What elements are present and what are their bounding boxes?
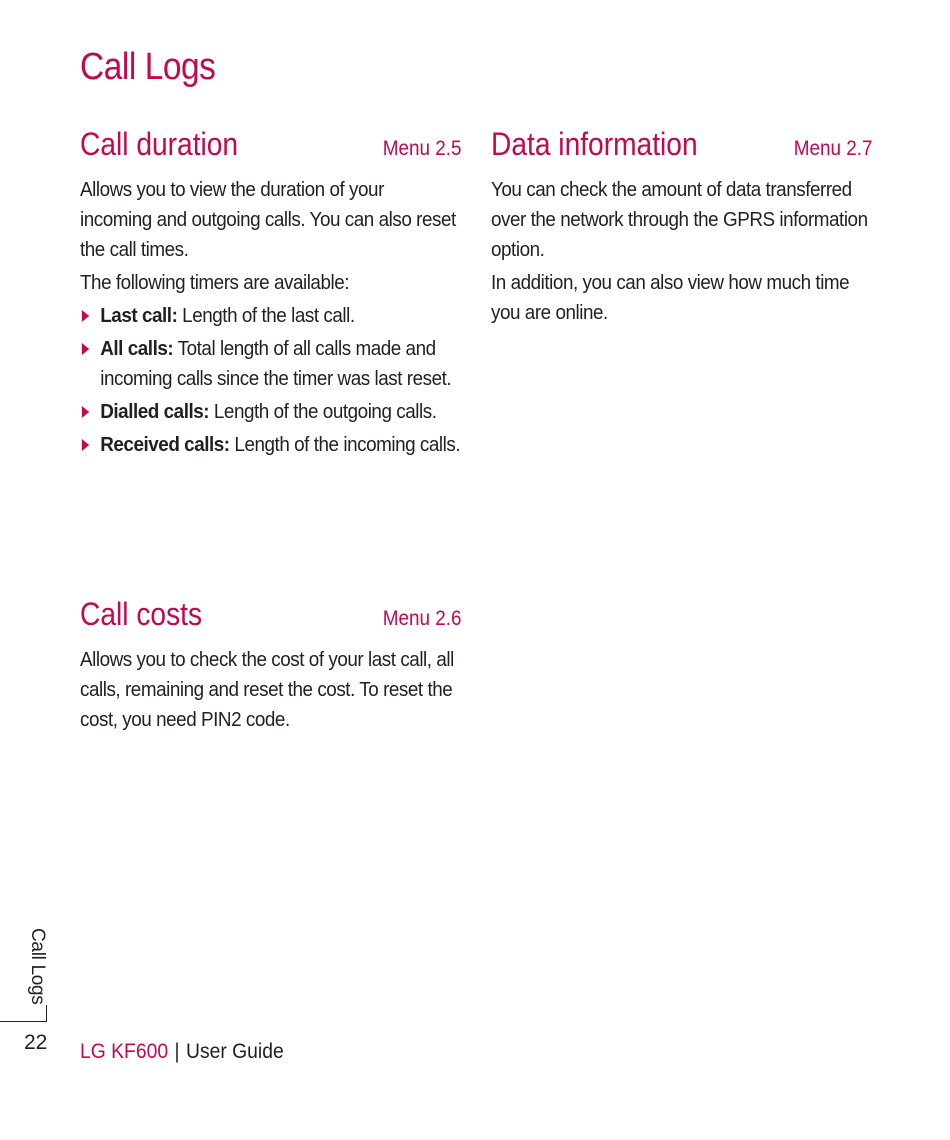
paragraph: The following timers are available:: [80, 270, 350, 294]
list-item: [80, 397, 464, 427]
divider: [46, 1005, 47, 1022]
side-tab-label: Call Logs: [27, 928, 48, 1005]
paragraph: You can check the amount of data transferred over the network through the GPRS information option.: [491, 177, 868, 261]
section-header: [80, 596, 462, 633]
footer-guide: User Guide: [185, 1040, 284, 1063]
page-number: 22: [24, 1031, 48, 1054]
footer: [80, 1040, 284, 1064]
menu-reference: Menu 2.7: [794, 137, 873, 160]
section-title: Call costs: [80, 596, 203, 632]
bullet-term: All calls:: [100, 336, 174, 360]
section-header: [80, 126, 462, 163]
paragraph: Allows you to view the duration of your incoming and outgoing calls. You can also reset the call times.: [80, 177, 456, 261]
list-item: [80, 430, 464, 460]
bullet-term: Last call:: [100, 303, 178, 327]
menu-reference: Menu 2.5: [383, 137, 462, 160]
bullet-text: Length of the last call.: [177, 303, 355, 327]
paragraph: In addition, you can also view how much time you are online.: [491, 270, 850, 324]
bullet-text: Length of the incoming calls.: [229, 432, 461, 456]
footer-model: LG KF600: [80, 1040, 169, 1063]
section-title: Data information: [491, 126, 698, 162]
right-triangle-bullet-icon: [82, 406, 89, 418]
page-title: Call Logs: [80, 46, 216, 88]
list-item: [80, 301, 464, 331]
bullet-text: Length of the outgoing calls.: [209, 399, 437, 423]
footer-separator: |: [174, 1040, 180, 1063]
menu-reference: Menu 2.6: [383, 607, 462, 630]
section-header: [491, 126, 873, 163]
right-triangle-bullet-icon: [82, 439, 89, 451]
section-call-duration: [80, 126, 462, 463]
section-title: Call duration: [80, 126, 239, 162]
paragraph: Allows you to check the cost of your last call, all calls, remaining and reset the cost. To reset the cost, you need PIN2 code.: [80, 647, 454, 731]
bullet-term: Dialled calls:: [100, 399, 210, 423]
section-call-costs: [80, 596, 462, 738]
timer-list: [80, 301, 462, 460]
bullet-term: Received calls:: [100, 432, 230, 456]
list-item: [80, 334, 464, 394]
right-triangle-bullet-icon: [82, 343, 89, 355]
section-data-information: [491, 126, 873, 331]
bullet-text: Total length of all calls made and incoming calls since the timer was last reset.: [100, 336, 452, 390]
right-triangle-bullet-icon: [82, 310, 89, 322]
divider: [0, 1021, 46, 1022]
